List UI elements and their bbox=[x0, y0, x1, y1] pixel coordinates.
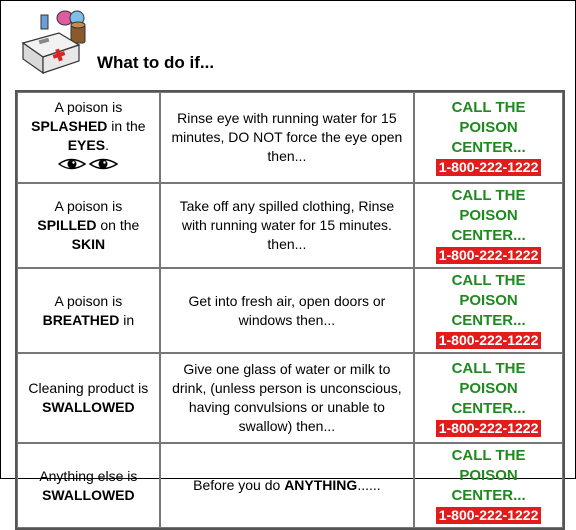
table-row bbox=[17, 353, 563, 443]
phone-number-badge: 1-800-222-1222 bbox=[436, 507, 542, 524]
call-cell bbox=[414, 353, 563, 443]
call-text: CALL THE POISON CENTER... bbox=[451, 359, 526, 417]
poison-guide-table bbox=[15, 90, 565, 530]
phone-number-badge: 1-800-222-1222 bbox=[436, 332, 542, 349]
action-cell: Take off any spilled clothing, Rinse with running water for 15 minutes. then... bbox=[160, 183, 414, 268]
call-text: CALL THE POISON CENTER... bbox=[451, 99, 526, 156]
call-cell bbox=[414, 268, 563, 353]
table-row bbox=[17, 443, 563, 528]
situation-cell: Cleaning product is SWALLOWED bbox=[17, 353, 160, 443]
action-cell: Rinse eye with running water for 15 minutes, DO NOT force the eye open then... bbox=[160, 92, 414, 183]
situation-cell: A poison is BREATHED in bbox=[17, 268, 160, 353]
page-title: What to do if... bbox=[97, 53, 215, 72]
eyes-icon bbox=[57, 156, 119, 172]
action-cell: Give one glass of water or milk to drink, (unless person is unconscious, having convulsions or unable to swallow) then... bbox=[160, 353, 414, 443]
header bbox=[15, 9, 555, 79]
action-cell: Get into fresh air, open doors or windows then... bbox=[160, 268, 414, 353]
call-text: CALL THE POISON CENTER... bbox=[451, 272, 526, 329]
situation-cell: Anything else is SWALLOWED bbox=[17, 443, 160, 528]
table-row bbox=[17, 268, 563, 353]
situation-cell: A poison is SPILLED on the SKIN bbox=[17, 183, 160, 268]
call-cell bbox=[414, 92, 563, 183]
call-text: CALL THE POISON CENTER... bbox=[451, 447, 526, 504]
first-aid-kit-icon bbox=[19, 9, 91, 75]
action-cell: Before you do ANYTHING...... bbox=[160, 443, 414, 528]
call-cell bbox=[414, 183, 563, 268]
situation-cell: A poison is SPLASHED in the EYES. bbox=[17, 92, 160, 183]
call-cell bbox=[414, 443, 563, 528]
phone-number-badge: 1-800-222-1222 bbox=[436, 247, 542, 264]
call-text: CALL THE POISON CENTER... bbox=[451, 187, 526, 244]
phone-number-badge: 1-800-222-1222 bbox=[436, 420, 542, 437]
phone-number-badge: 1-800-222-1222 bbox=[436, 159, 542, 176]
table-row bbox=[17, 92, 563, 183]
table-row bbox=[17, 183, 563, 268]
